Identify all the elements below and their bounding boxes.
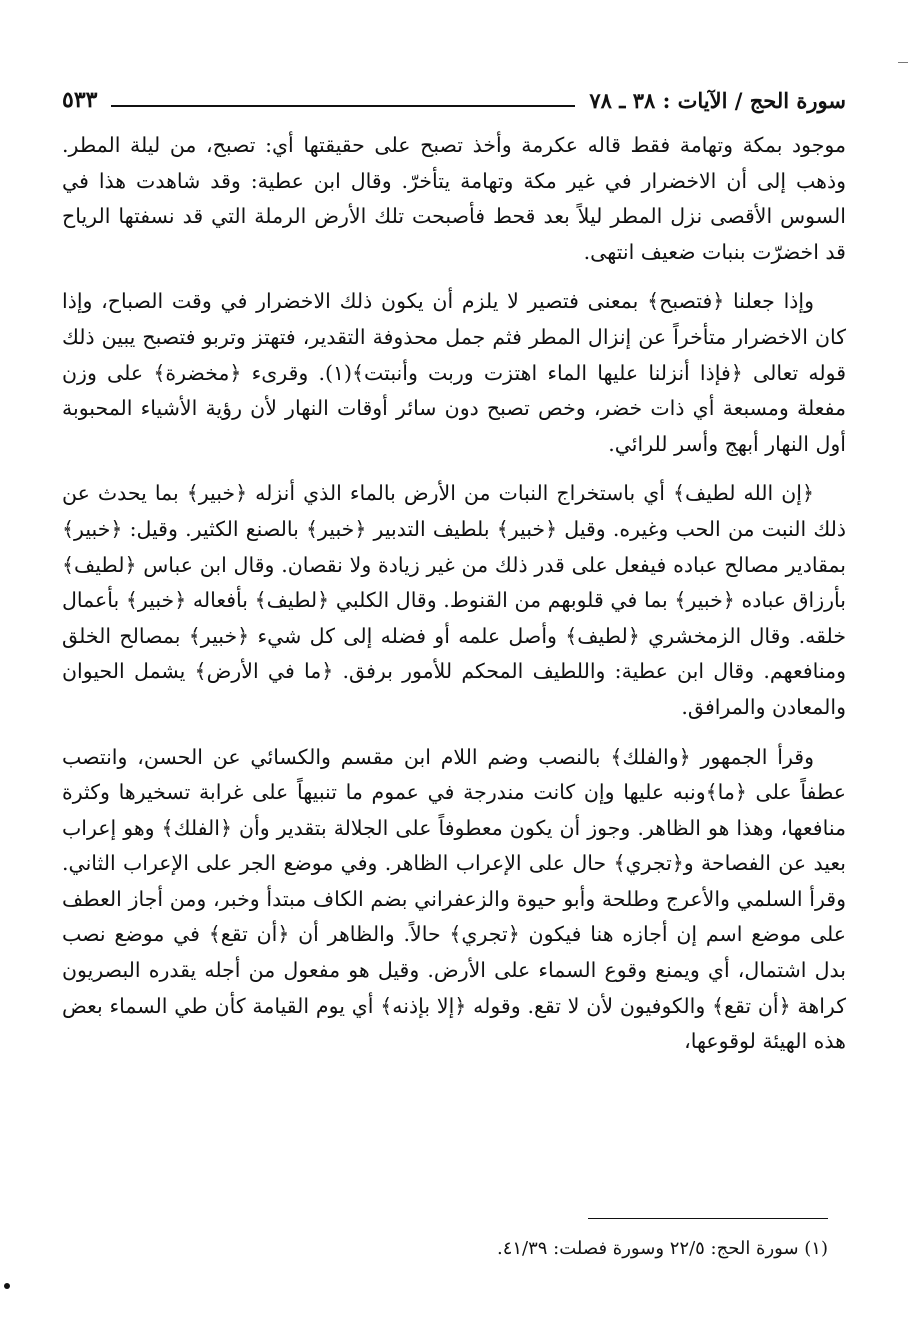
paragraph-4: وقرأ الجمهور ﴿والفلك﴾ بالنصب وضم اللام ابن مقسم والكسائي عن الحسن، وانتصب عطفاً على ﴿ما﴾ونبه عليها وإن كانت مندرجة في عموم ما تنبيهاً على غرابة تسخيرها وكثرة منافعها، وهذا هو الظاهر. وجوز أن يكون معطوفاً على الجلالة بتقدير وأن ﴿الفلك﴾ وهو إعراب بعيد عن الفصاحة و﴿تجري﴾ حال على الإعراب الظاهر. وفي موضع الجر على الإعراب الثاني. وقرأ السلمي والأعرج وطلحة وأبو حيوة والزعفراني بضم الكاف مبتدأ وخبر، ومن أجاز العطف على موضع اسم إن أجازه هنا فيكون ﴿تجري﴾ حالاً. والظاهر أن ﴿أن تقع﴾ في موضع نصب بدل اشتمال، أي ويمنع وقوع السماء على الأرض. وقيل هو مفعول من أجله يقدره البصريون كراهة ﴿أن تقع﴾ والكوفيون لأن لا تقع. وقوله ﴿إلا بإذنه﴾ أي يوم القيامة كأن طي السماء بعض هذه الهيئة لوقوعها، [62,744,846,1054]
running-header [62,80,846,120]
footnote: (١) سورة الحج: ٢٢/٥ وسورة فصلت: ٤١/٣٩. [496,1238,828,1259]
paragraph-1: موجود بمكة وتهامة فقط قاله عكرمة وأخذ تصبح على حقيقتها أي: تصبح، من ليلة المطر. وذهب إلى أن الاخضرار في غير مكة وتهامة يتأخرّ. وقال ابن عطية: وقد شاهدت هذا في السوس الأقصى نزل المطر ليلاً بعد قحط فأصبحت تلك الأرض الرملة التي قد نسفتها الرياح قد اخضرّت بنبات ضعيف انتهى. [62,133,846,264]
header-title: سورة الحج / الآيات : ٣٨ ـ ٧٨ [589,87,846,113]
header-rule [111,105,575,107]
page-number: ٥٣٣ [62,87,98,113]
paragraph-2: وإذا جعلنا ﴿فتصبح﴾ بمعنى فتصير لا يلزم أن يكون ذلك الاخضرار في وقت الصباح، وإذا كان الاخضرار متأخراً عن إنزال المطر فثم جمل محذوفة التقدير، فتهتز وتربو فتصبح يبين ذلك قوله تعالى ﴿فإذا أنزلنا عليها الماء اهتزت وربت وأنبتت﴾(١). وقرىء ﴿مخضرة﴾ على وزن مفعلة ومسبعة أي ذات خضر، وخص تصبح دون سائر أوقات النهار لأن رؤية الأشياء المحبوبة أول النهار أبهج وأسر للرائي. [62,289,846,456]
margin-dot [4,1283,10,1289]
footnote-rule [588,1218,828,1219]
main-text [62,128,846,1074]
margin-mark [898,62,908,63]
paragraph-3: ﴿إن الله لطيف﴾ أي باستخراج النبات من الأرض بالماء الذي أنزله ﴿خبير﴾ بما يحدث عن ذلك النبت من الحب وغيره. وقيل ﴿خبير﴾ بلطيف التدبير ﴿خبير﴾ بالصنع الكثير. وقيل: ﴿خبير﴾ بمقادير مصالح عباده فيفعل على قدر ذلك من غير زيادة ولا نقصان. وقال ابن عباس ﴿لطيف﴾ بأرزاق عباده ﴿خبير﴾ بما في قلوبهم من القنوط. وقال الكلبي ﴿لطيف﴾ بأفعاله ﴿خبير﴾ بأعمال خلقه. وقال الزمخشري ﴿لطيف﴾ وأصل علمه أو فضله إلى كل شيء ﴿خبير﴾ بمصالح الخلق ومنافعهم. وقال ابن عطية: واللطيف المحكم للأمور برفق. ﴿ما في الأرض﴾ يشمل الحيوان والمعادن والمرافق. [62,481,846,719]
